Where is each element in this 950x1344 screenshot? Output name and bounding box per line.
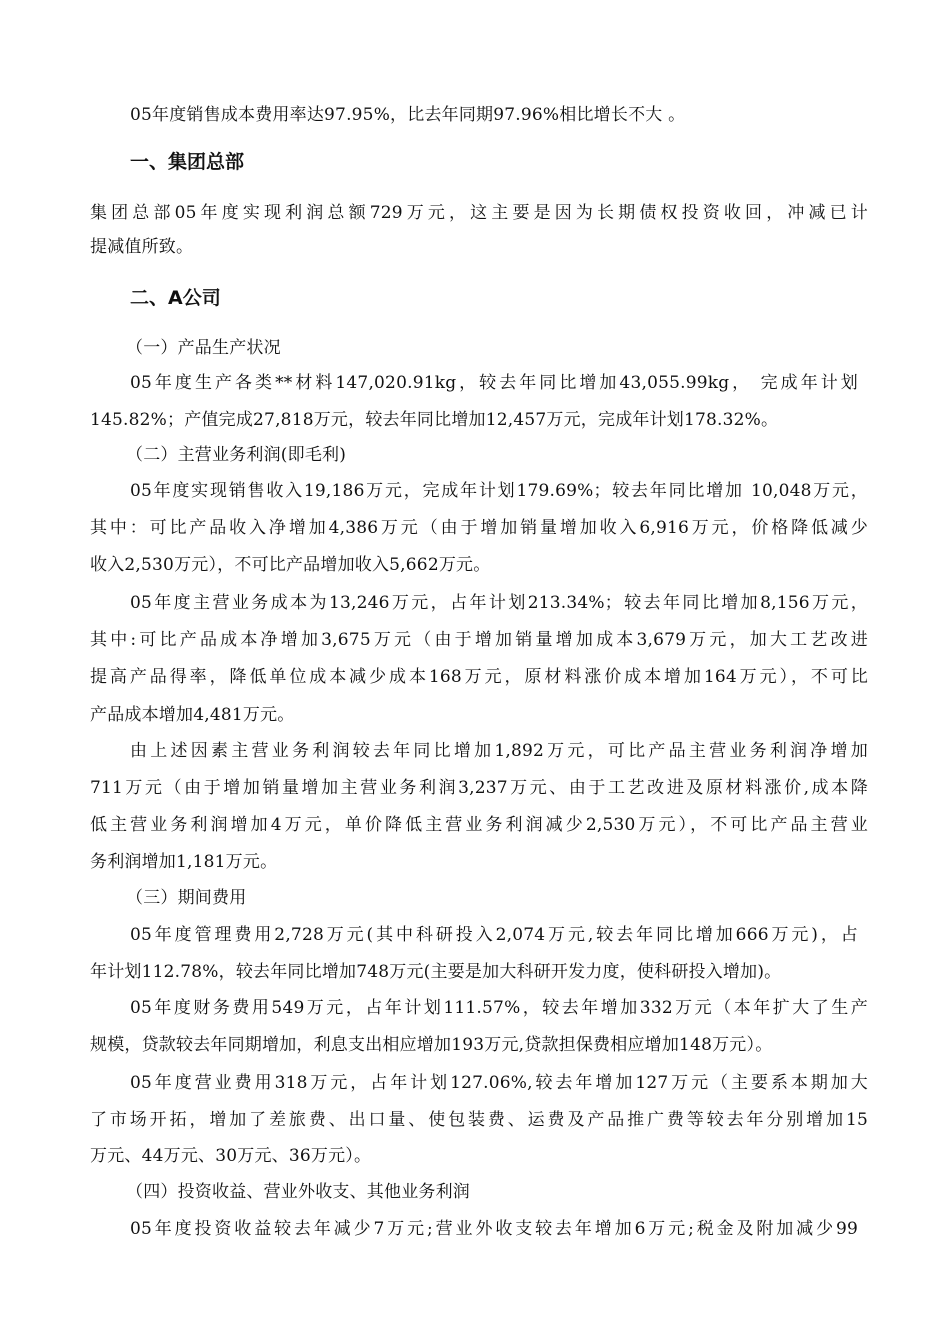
paragraph-line: 05年度投资收益较去年减少7万元;营业外收支较去年增加6万元;税金及附加减少99 [130,1219,858,1239]
paragraph-line: 年计划112.78%，较去年同比增加748万元(主要是加大科研开发力度，使科研投入增加)。 [90,962,782,982]
paragraph-line: 规模，贷款较去年同期增加，利息支出相应增加193万元,贷款担保费相应增加148万元）。 [90,1035,773,1055]
paragraph-line: 了市场开拓，增加了差旅费、出口量、使包装费、运费及产品推广费等较去年分别增加15 [90,1110,868,1130]
paragraph-line: 其中:可比产品成本净增加3,675万元（由于增加销量增加成本3,679万元，加大工艺改进 [90,630,868,650]
paragraph-line: 05年度营业费用318万元，占年计划127.06%,较去年增加127万元（主要系本期加大 [130,1073,868,1093]
paragraph-line: 05年度销售成本费用率达97.95%，比去年同期97.96%相比增长不大 。 [130,105,686,125]
paragraph-line: 万元、44万元、30万元、36万元）。 [90,1146,372,1166]
paragraph-line: 集团总部05年度实现利润总额729万元，这主要是因为长期债权投资收回，冲减已计 [90,203,868,223]
section-heading: 一、集团总部 [130,151,245,173]
paragraph-line: 务利润增加1,181万元。 [90,852,278,872]
subsection-heading: （三）期间费用 [126,888,247,908]
paragraph-line: 145.82%；产值完成27,818万元，较去年同比增加12,457万元，完成年计划178.32%。 [90,410,779,430]
section-heading: 二、A公司 [130,287,221,309]
paragraph-line: 05年度实现销售收入19,186万元，完成年计划179.69%；较去年同比增加 10,048万元， [130,481,868,501]
subsection-heading: （二）主营业务利润(即毛利) [126,445,347,465]
paragraph-line: 05年度管理费用2,728万元(其中科研投入2,074万元,较去年同比增加666万元)，占 [130,925,858,945]
paragraph-line: 低主营业务利润增加4万元，单价降低主营业务利润减少2,530万元），不可比产品主营业 [90,815,868,835]
subsection-heading: （四）投资收益、营业外收支、其他业务利润 [126,1182,470,1202]
subsection-heading: （一）产品生产状况 [126,338,281,358]
paragraph-line: 05年度生产各类**材料147,020.91kg，较去年同比增加43,055.99kg， 完成年计划 [130,373,858,393]
paragraph-line: 其中：可比产品收入净增加4,386万元（由于增加销量增加收入6,916万元，价格降低减少 [90,518,868,538]
paragraph-line: 产品成本增加4,481万元。 [90,705,295,725]
paragraph-line: 收入2,530万元），不可比产品增加收入5,662万元。 [90,555,491,575]
paragraph-line: 由上述因素主营业务利润较去年同比增加1,892万元，可比产品主营业务利润净增加 [130,741,868,761]
paragraph-line: 05年度主营业务成本为13,246万元，占年计划213.34%；较去年同比增加8,156万元， [130,593,868,613]
paragraph-line: 05年度财务费用549万元，占年计划111.57%，较去年增加332万元（本年扩大了生产 [130,998,868,1018]
paragraph-line: 提减值所致。 [90,237,194,257]
paragraph-line: 711万元（由于增加销量增加主营业务利润3,237万元、由于工艺改进及原材料涨价,成本降 [90,778,868,798]
paragraph-line: 提高产品得率，降低单位成本减少成本168万元，原材料涨价成本增加164万元），不可比 [90,667,868,687]
